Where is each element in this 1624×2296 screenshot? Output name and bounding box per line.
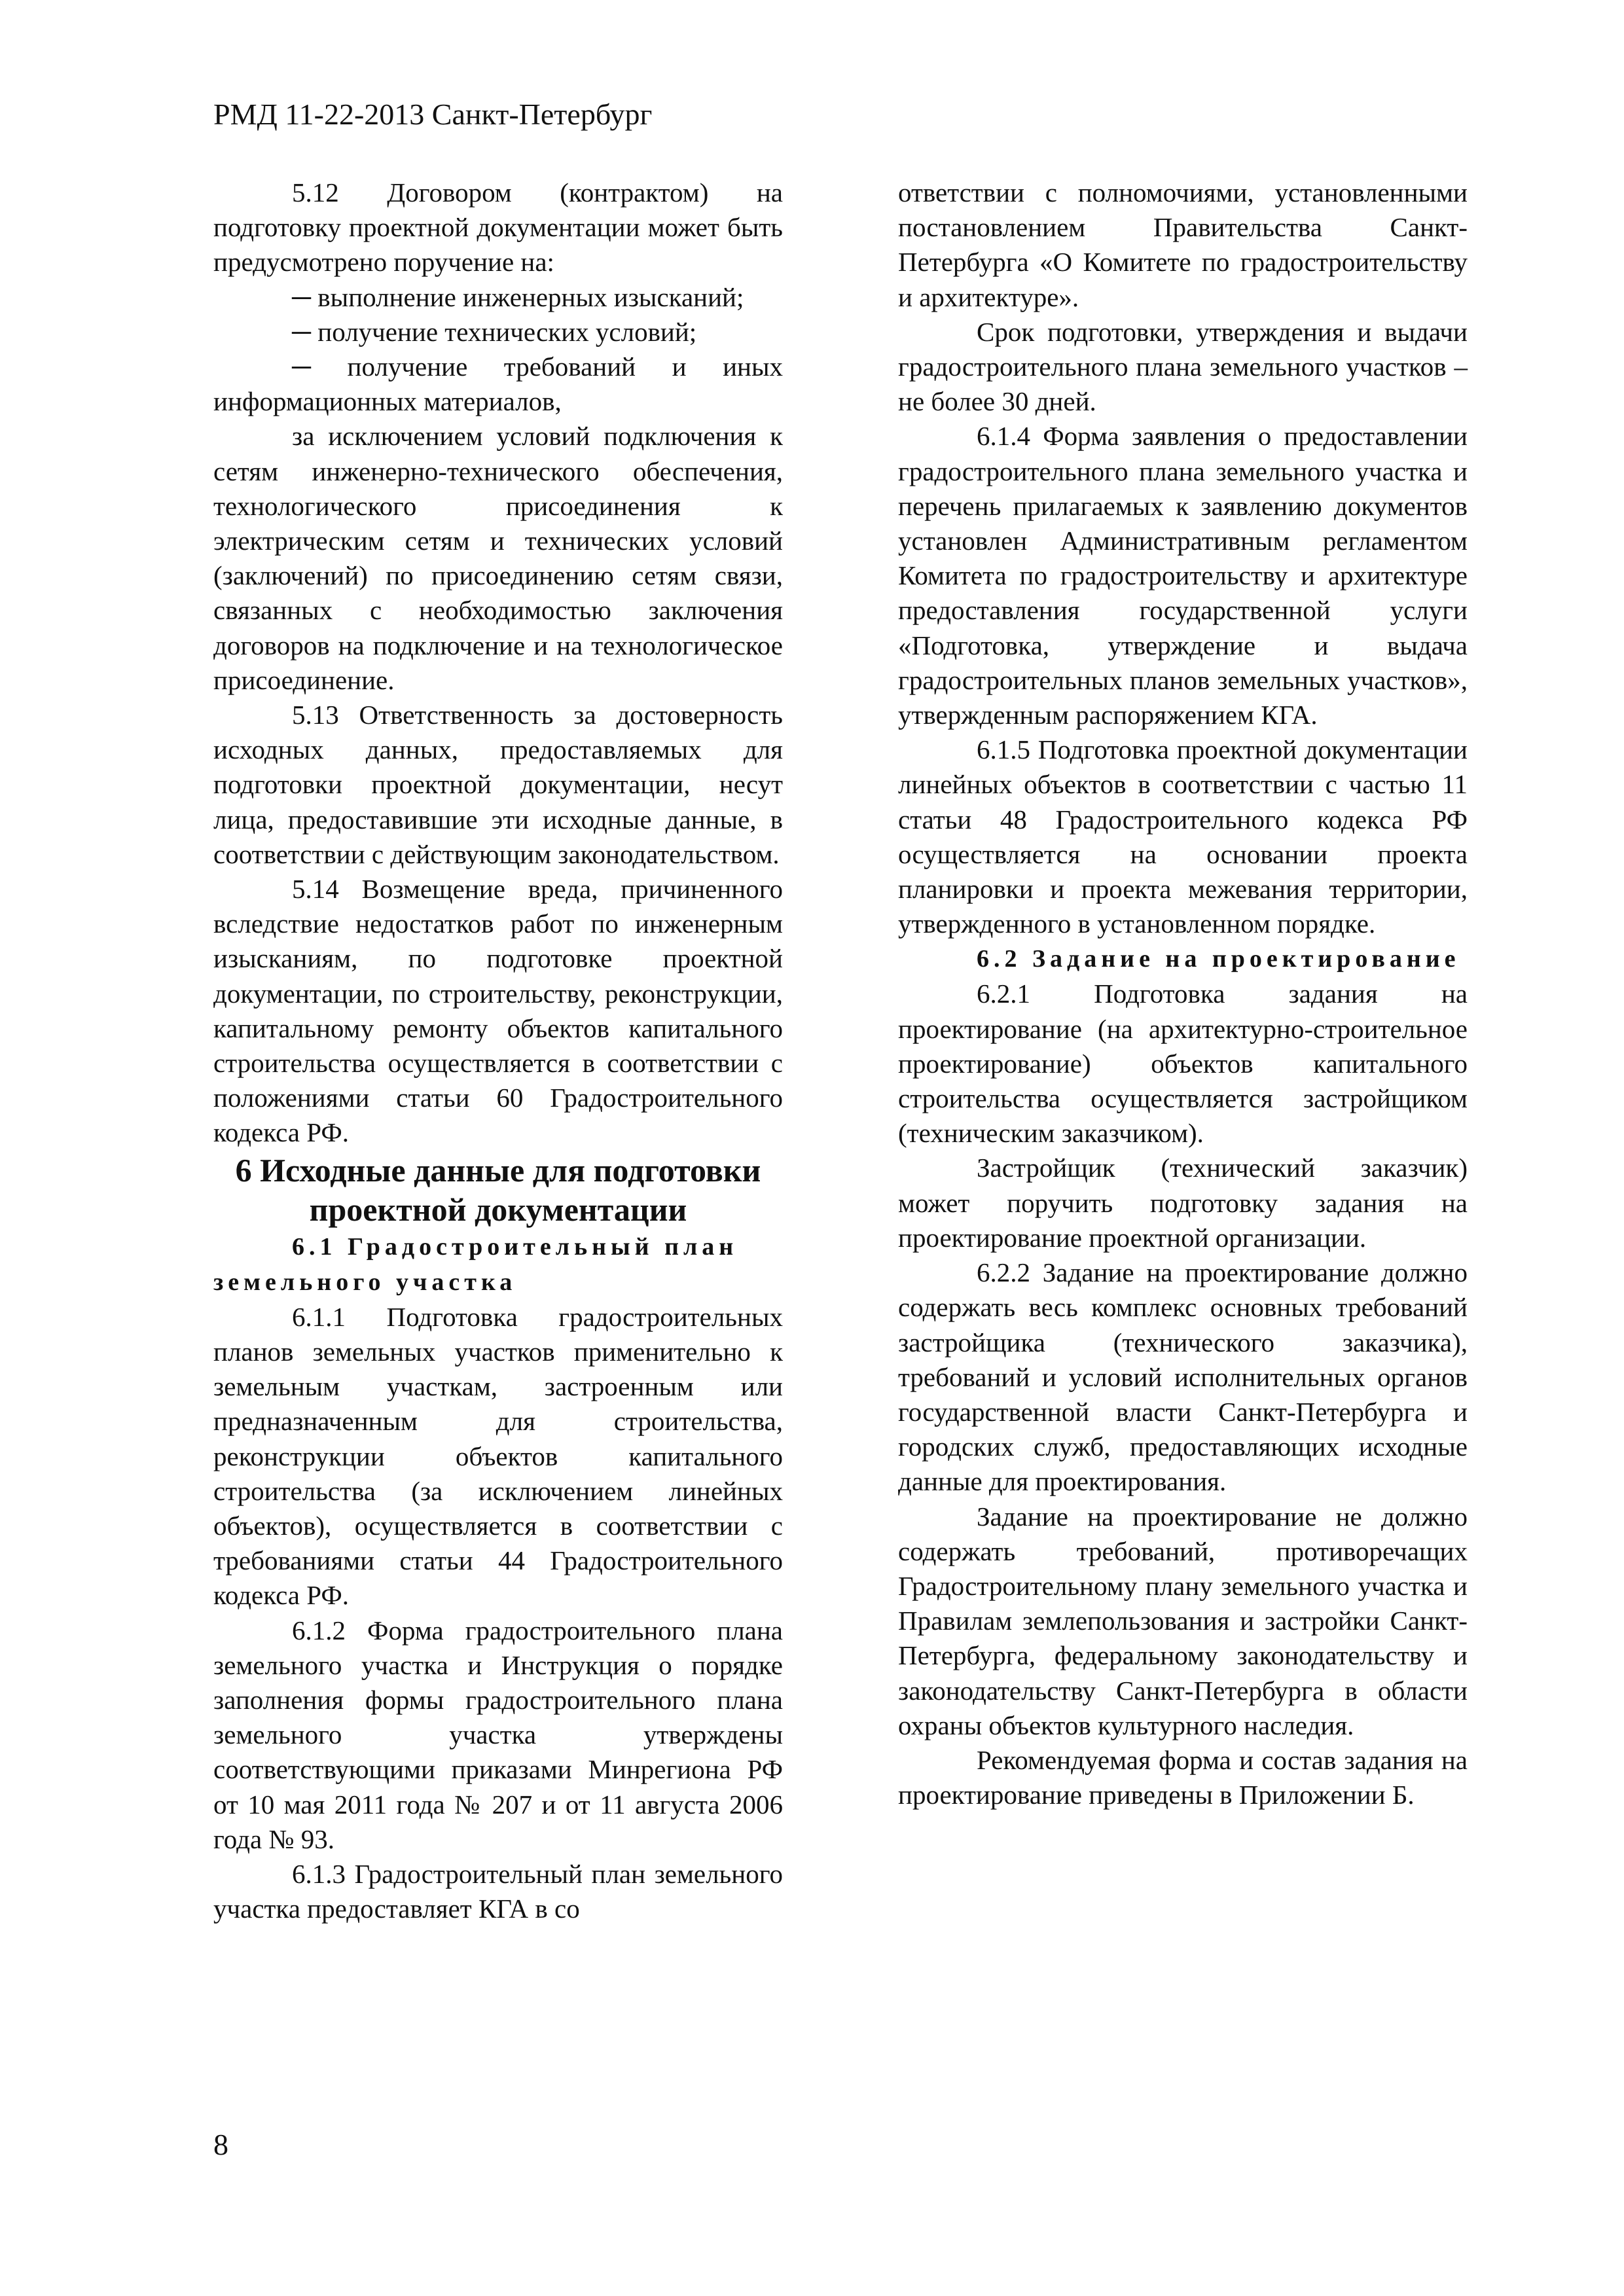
paragraph-design-assignment-restrictions: Задание на проектирование не должно содержать требований, противоречащих Градостроительному плану земельного участка и Правилам землепользования и застройки Санкт-Петербурга, федеральному законодательству и законодательству Санкт-Петербурга в области охраны объектов культурного наследия.	[898, 1501, 1468, 1740]
paragraph-deadline: Срок подготовки, утверждения и выдачи градостроительного плана земельного участков – не более 30 дней.	[898, 316, 1468, 417]
subsection-heading-6-1: 6.1 Градостроительный план земельного участка	[213, 1232, 738, 1296]
paragraph-6-2-2: 6.2.2 Задание на проектирование должно содержать весь комплекс основных требований застройщика (технического заказчика), требований и условий исполнительных органов государственной власти Санкт-Петербурга и городских служб, предоставляющих исходные данные для проектирования.	[898, 1257, 1468, 1497]
paragraph-6-1-4: 6.1.4 Форма заявления о предоставлении градостроительного плана земельного участка и перечень прилагаемых к заявлению документов установлен Административным регламентом Комитета по градостроительству и архитектуре предоставления государственной услуги «Подготовка, утверждение и выдача градостроительных планов земельных участков», утвержденным распоряжением КГА.	[898, 421, 1468, 730]
paragraph-6-1-3: 6.1.3 Градостроительный план земельного участка предоставляет КГА в со	[213, 1858, 783, 1924]
paragraph-5-14: 5.14 Возмещение вреда, причиненного вследствие недостатков работ по инженерным изысканиям, по подготовке проектной документации, по строительству, реконструкции, капитальному ремонту объектов капитального строительства осуществляется в соответствии с положениями статьи 60 Градостроительного кодекса РФ.	[213, 874, 783, 1148]
right-column	[898, 175, 1468, 1812]
left-column	[213, 175, 783, 1926]
bullet-requirements: ─ получение требований и иных информационных материалов,	[213, 351, 783, 417]
paragraph-5-12-intro: 5.12 Договором (контрактом) на подготовку проектной документации может быть предусмотрено поручение на:	[213, 177, 783, 278]
running-header: РМД 11-22-2013 Санкт-Петербург	[213, 98, 653, 131]
paragraph-developer: Застройщик (технический заказчик) может поручить подготовку задания на проектирование проектной организации.	[898, 1153, 1468, 1253]
paragraph-5-12-tail: за исключением условий подключения к сетям инженерно-технического обеспечения, технологического присоединения к электрическим сетям и технических условий (заключений) по присоединению сетям связи, связанных с необходимостью заключения договоров на подключение и на технологическое присоединение.	[213, 421, 783, 695]
paragraph-6-1-5: 6.1.5 Подготовка проектной документации линейных объектов в соответствии с частью 11 статьи 48 Градостроительного кодекса РФ осуществляется на основании проекта планировки и проекта межевания территории, утвержденного в установленном порядке.	[898, 734, 1468, 939]
paragraph-recommended-form: Рекомендуемая форма и состав задания на проектирование приведены в Приложении Б.	[898, 1744, 1468, 1810]
paragraph-6-2-1: 6.2.1 Подготовка задания на проектирование (на архитектурно-строительное проектирование) объектов капитального строительства осуществляется застройщиком (техническим заказчиком).	[898, 978, 1468, 1149]
paragraph-6-1-3-continued: ответствии с полномочиями, установленными постановлением Правительства Санкт-Петербурга «О Комитете по градостроительству и архитектуре».	[898, 177, 1468, 312]
bullet-engineering-surveys: ─ выполнение инженерных изысканий;	[292, 281, 744, 312]
section-heading-6: 6 Исходные данные для подготовки проектной документации	[235, 1151, 761, 1228]
subsection-heading-6-2: 6.2 Задание на проектирование	[977, 945, 1460, 973]
page-number: 8	[213, 2128, 228, 2161]
paragraph-6-1-1: 6.1.1 Подготовка градостроительных планов земельных участков применительно к земельным участкам, застроенным или предназначенным для строительства, реконструкции объектов капитального строительства (за исключением линейных объектов), осуществляется в соответствии с требованиями статьи 44 Градостроительного кодекса РФ.	[213, 1301, 783, 1611]
paragraph-5-13: 5.13 Ответственность за достоверность исходных данных, предоставляемых для подготовки проектной документации, несут лица, предоставившие эти исходные данные, в соответствии с действующим законодательством.	[213, 700, 783, 869]
paragraph-6-1-2: 6.1.2 Форма градостроительного плана земельного участка и Инструкция о порядке заполнения формы градостроительного плана земельного участка утверждены соответствующими приказами Минрегиона РФ от 10 мая 2011 года № 207 и от 11 августа 2006 года № 93.	[213, 1615, 783, 1854]
bullet-technical-conditions: ─ получение технических условий;	[292, 316, 697, 347]
